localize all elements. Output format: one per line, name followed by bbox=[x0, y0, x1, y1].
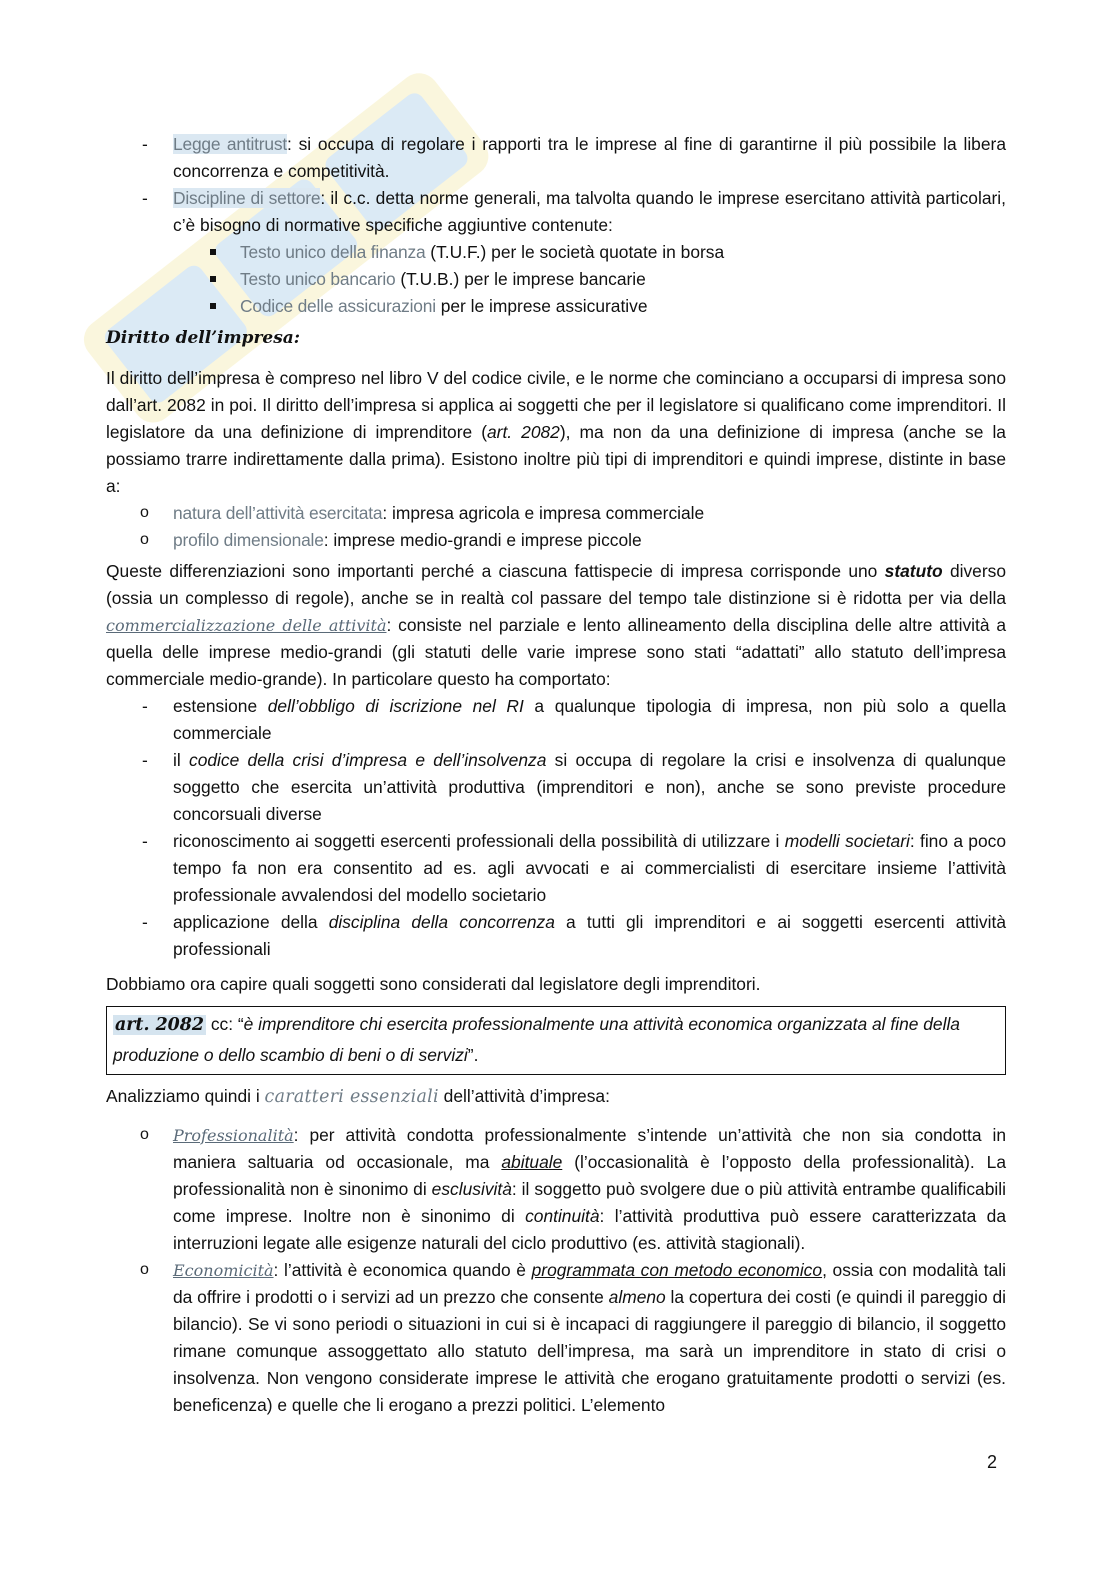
list-item bbox=[106, 293, 1006, 320]
article-reference: art. 2082 bbox=[486, 422, 560, 442]
paragraph-text: ), ma non da una definizione di impresa (anche se la possiamo trarre indirettamente dalla prima). Esistono inoltre più tipi di imprenditori e quindi imprese, distinte in base a: bbox=[106, 422, 1006, 496]
analysis-intro bbox=[106, 1083, 1006, 1111]
list-item-text: (l’occasionalità è l’opposto della professionalità). La professionalità non è sinonimo di bbox=[173, 1152, 1007, 1199]
transition-paragraph: Dobbiamo ora capire quali soggetti sono considerati dal legislatore degli imprenditori. bbox=[106, 974, 761, 994]
list-item-text: : il soggetto può svolgere due o più attività entrambe qualificabili come imprese. Inoltre non è sinonimo di bbox=[173, 1179, 1006, 1226]
list-item bbox=[106, 131, 1006, 185]
list-item bbox=[106, 828, 1006, 909]
list-item bbox=[106, 266, 1006, 293]
emphasis-text: dell’obbligo di iscrizione nel RI bbox=[267, 696, 524, 716]
list-item bbox=[106, 527, 1006, 554]
list-item-economicita bbox=[106, 1257, 1006, 1419]
list-item-text: estensione bbox=[173, 696, 268, 716]
paragraph-text: : consiste nel parziale e lento allineamento della disciplina delle altre attività a quella delle imprese medio-grandi (gli statuti delle varie imprese sono stati “adattati” allo statuto dell’impresa commerciale medio-grande). In particolare questo ha comportato: bbox=[106, 615, 1007, 689]
highlighted-term: Testo unico della finanza bbox=[240, 242, 426, 262]
highlighted-term: Legge antitrust bbox=[173, 134, 287, 154]
list-item bbox=[106, 747, 1006, 828]
list-item-text: applicazione della bbox=[173, 912, 329, 932]
list-item-text: riconoscimento ai soggetti esercenti professionali della possibilità di utilizzare i bbox=[173, 831, 785, 851]
list-item-text: per le imprese assicurative bbox=[435, 296, 648, 316]
sub-bullet-list bbox=[106, 239, 1006, 320]
paragraph-text: diverso (ossia un complesso di regole), anche se in realtà col passare del tempo tale distinzione si è ridotta per via della bbox=[106, 561, 1006, 608]
article-label: art. 2082 bbox=[115, 1015, 204, 1035]
underlined-term: Economicità bbox=[173, 1261, 274, 1280]
list-item-professionalita bbox=[106, 1122, 1006, 1257]
emphasis-text: programmata con metodo economico bbox=[531, 1260, 823, 1280]
types-list bbox=[106, 500, 1006, 554]
paragraph-text: Analizziamo quindi i bbox=[106, 1086, 265, 1106]
highlighted-term: Discipline di settore bbox=[173, 188, 321, 208]
emphasis-text: abituale bbox=[501, 1152, 563, 1172]
paragraph-text: Il diritto dell’impresa è compreso nel libro V del codice civile, e le norme che cominciano a occuparsi di impresa sono dall’art. 2082 in poi. Il diritto dell’impresa si applica ai soggetti che per il legislatore si qualificano come imprenditori. Il legislatore da una definizione di imprenditore ( bbox=[106, 368, 1006, 442]
article-quote: è imprenditore chi esercita professionalmente una attività economica organizzata al fine della produzione o dello scambio di beni o di servizi bbox=[113, 1014, 960, 1065]
underlined-term: Professionalità bbox=[173, 1126, 294, 1145]
list-item-text: : l’attività produttiva può essere caratterizzata da interruzioni legate alle esigenze naturali del ciclo produttivo (es. attività stagionali). bbox=[173, 1206, 1006, 1253]
highlighted-term: Testo unico bancario bbox=[240, 269, 396, 289]
page-number: 2 bbox=[987, 1452, 998, 1472]
emphasis-text: continuità bbox=[525, 1206, 600, 1226]
script-term: caratteri essenziali bbox=[264, 1087, 439, 1107]
emphasis-text: almeno bbox=[608, 1287, 666, 1307]
emphasis-text: disciplina della concorrenza bbox=[328, 912, 555, 932]
paragraph-text: dell’attività d’impresa: bbox=[438, 1086, 610, 1106]
paragraph-text: Queste differenziazioni sono importanti perché a ciascuna fattispecie di impresa corrisponde uno bbox=[106, 561, 885, 581]
list-item-text: (T.U.B.) per le imprese bancarie bbox=[395, 269, 646, 289]
consequences-list bbox=[106, 693, 1006, 963]
list-item-text: : per attività condotta professionalmente s’intende un’attività che non sia condotta in maniera saltuaria od occasionale, ma bbox=[173, 1125, 1006, 1172]
list-item-text: il bbox=[173, 750, 189, 770]
list-item bbox=[106, 500, 1006, 527]
list-item-text: : il c.c. detta norme generali, ma talvolta quando le imprese esercitano attività particolari, c’è bisogno di normative specifiche aggiuntive contenute: bbox=[173, 188, 1006, 235]
list-item bbox=[106, 909, 1006, 963]
list-item-text: : impresa agricola e impresa commerciale bbox=[382, 503, 705, 523]
box-text: cc: “ bbox=[205, 1014, 244, 1034]
list-item-text: a qualunque tipologia di impresa, non più solo a quella commerciale bbox=[173, 696, 1007, 743]
article-2082-box bbox=[106, 1006, 1006, 1075]
list-item bbox=[106, 239, 1006, 266]
list-item bbox=[106, 185, 1006, 239]
list-item bbox=[106, 693, 1006, 747]
list-item-text: , ossia con modalità tali da offrire i prodotti o i servizi ad un prezzo che consente bbox=[173, 1260, 1006, 1307]
differentiation-paragraph bbox=[106, 558, 1006, 693]
list-item-text: a tutti gli imprenditori e ai soggetti esercenti attività professionali bbox=[173, 912, 1006, 959]
list-item-text: : fino a poco tempo fa non era consentito ad es. agli avvocati e ai commercialisti di esercitare insieme l’attività professionale avvalendosi del modello societario bbox=[173, 831, 1007, 905]
underlined-term: commercializzazione delle attività bbox=[106, 616, 387, 635]
emphasis-text: esclusività bbox=[431, 1179, 512, 1199]
section-heading: Diritto dell’impresa: bbox=[106, 328, 301, 348]
list-item-text: (T.U.F.) per le società quotate in borsa bbox=[425, 242, 725, 262]
emphasis-text: modelli societari bbox=[784, 831, 910, 851]
top-bullet-list bbox=[106, 131, 1006, 239]
list-item-text: : l’attività è economica quando è bbox=[273, 1260, 532, 1280]
intro-paragraph bbox=[106, 365, 1006, 500]
box-text: ”. bbox=[467, 1045, 479, 1065]
list-item-text: la copertura dei costi (e quindi il pareggio di bilancio). Se vi sono periodi o situazioni in cui si è incapaci di raggiungere il pareggio di bilancio, il soggetto rimane comunque assoggettato allo statuto dell’impresa, ma sarà un imprenditore in stato di crisi o insolvenza. Non vengono considerate imprese le attività che erogano gratuitamente prodotti o servizi (es. beneficenza) e quelle che li erogano a prezzi politici. L’elemento bbox=[173, 1287, 1007, 1415]
highlighted-term: Codice delle assicurazioni bbox=[240, 296, 436, 316]
list-item-text: si occupa di regolare la crisi e insolvenza di qualunque soggetto che esercita un’attività produttiva (imprenditori e non), anche se sono previste procedure concorsuali diverse bbox=[173, 750, 1007, 824]
highlighted-term: natura dell’attività esercitata bbox=[173, 503, 383, 523]
emphasis-text: codice della crisi d’impresa e dell’insolvenza bbox=[189, 750, 547, 770]
highlighted-term: profilo dimensionale bbox=[173, 530, 324, 550]
characteristics-list bbox=[106, 1122, 1006, 1419]
emphasis-statuto: statuto bbox=[884, 561, 943, 581]
list-item-text: : si occupa di regolare i rapporti tra le imprese al fine di garantirne il più possibile la libera concorrenza e competitività. bbox=[173, 134, 1006, 181]
document-body bbox=[106, 131, 1006, 1419]
list-item-text: : imprese medio-grandi e imprese piccole bbox=[323, 530, 642, 550]
